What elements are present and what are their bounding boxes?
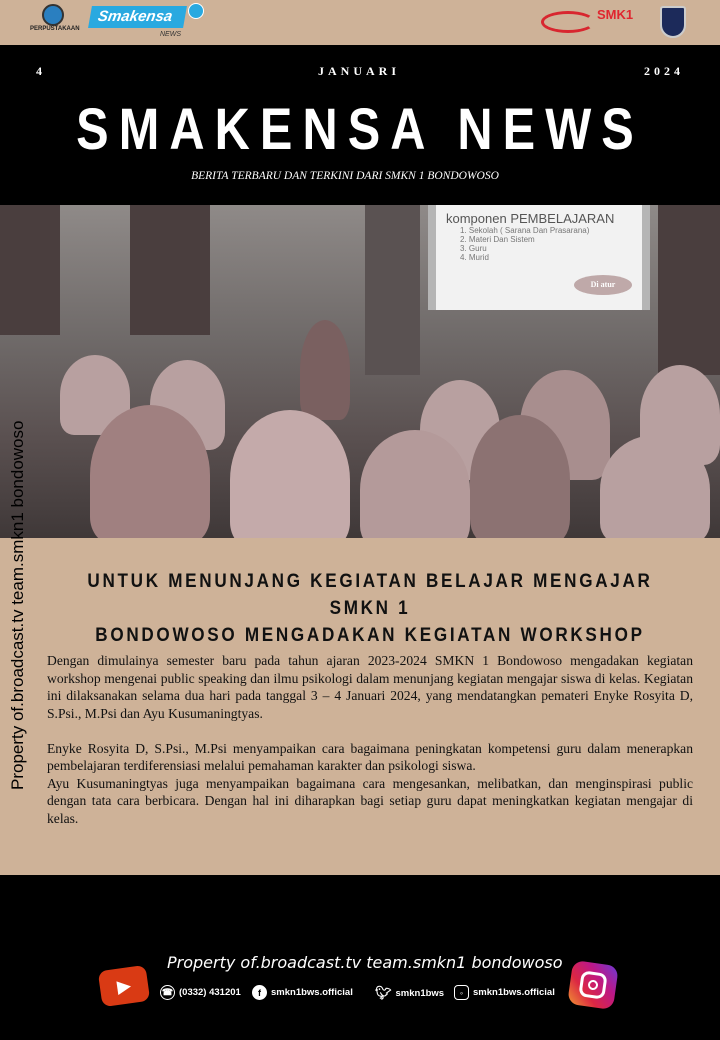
newsletter-title: SMAKENSA NEWS (76, 97, 644, 162)
microphone-globe-icon (188, 3, 204, 19)
audience (470, 415, 570, 538)
youtube-icon[interactable]: ▶ (98, 965, 151, 1007)
instagram-link[interactable] (454, 985, 555, 1000)
logo-text: Smakensa (96, 8, 174, 25)
phone-icon: ☎ (160, 985, 175, 1000)
screen-item: 1. Sekolah ( Sarana Dan Prasarana) (460, 226, 590, 235)
masthead (0, 45, 720, 205)
twitter-icon: 🐦︎ (375, 985, 392, 1000)
article-paragraph: Enyke Rosyita D, S.Psi., M.Psi menyampaikan cara bagaimana peningkatan kompetensi guru dalam menerapkan pembelajaran terdiferensiasi melalui pemahaman karakter dan psikologi siswa. (47, 740, 693, 773)
footer (0, 875, 720, 1040)
phone-contact (160, 985, 241, 1000)
date-year: 2024 (644, 64, 684, 78)
workshop-photo (0, 205, 720, 538)
instagram-icon[interactable] (567, 960, 619, 1010)
smakensa-news-logo (88, 6, 187, 28)
screen-button: Di atur (574, 275, 632, 295)
article-paragraph: Dengan dimulainya semester baru pada tahun ajaran 2023-2024 SMKN 1 Bondowoso mengadakan kegiatan workshop mengenai public speaking dan ilmu psikologi dalam menunjang kegiatan mengajar siswa di kelas. Kegiatan ini dilaksanakan selama dua hari pada tanggal 3 – 4 Januari 2024, yang mendatangkan pemateri Enyke Rosyita D, S.Psi., M.Psi dan Ayu Kusumaningtyas. (47, 653, 693, 721)
screen-item: 4. Murid (460, 253, 489, 262)
logo-news-text: NEWS (160, 31, 181, 38)
facebook-handle: smkn1bws.official (271, 987, 353, 998)
phone-number: (0332) 431201 (179, 987, 241, 998)
facebook-link[interactable] (252, 985, 353, 1000)
twitter-link[interactable] (375, 985, 444, 1001)
screen-title: komponen PEMBELAJARAN (446, 211, 615, 226)
smk-text: SMK1 (597, 7, 634, 22)
curtain (130, 205, 210, 335)
facebook-icon: f (252, 985, 267, 1000)
projector-screen (428, 205, 650, 310)
curtain (0, 205, 60, 335)
curtain (658, 205, 720, 375)
article-paragraph: Ayu Kusumaningtyas juga menyampaikan bagaimana cara mengesankan, melibatkan, dan menginspirasi public dengan tata cara berbicara. Dengan hal ini diharapkan bagi setiap guru dapat meningkatkan kegiatan mengajar di kelas. (47, 775, 693, 826)
screen-item: 3. Guru (460, 244, 487, 253)
smkn1-logo-text (597, 8, 633, 21)
top-logo-bar (0, 0, 720, 45)
curtain (365, 205, 420, 375)
article (0, 538, 720, 875)
audience (360, 430, 470, 538)
instagram-handle: smkn1bws.official (473, 987, 555, 998)
headline-line: UNTUK MENUNJANG KEGIATAN BELAJAR MENGAJAR SMKN 1 (87, 571, 653, 619)
date-day: 4 (36, 64, 46, 78)
date-month: JANUARI (318, 64, 400, 78)
newsletter-subtitle: BERITA TERBARU DAN TERKINI DARI SMKN 1 BONDOWOSO (191, 170, 499, 182)
perpustakaan-text: PERPUSTAKAAN (30, 26, 80, 32)
vertical-property-text: Property of.broadcast.tv team.smkn1 bondowoso (8, 420, 27, 790)
footer-property-text: Property of.broadcast.tv team.smkn1 bondowoso (167, 953, 563, 972)
perpustakaan-logo (30, 4, 80, 42)
twitter-handle: smkn1bws (395, 987, 445, 999)
instagram-small-icon: ◦ (454, 985, 469, 1000)
audience (230, 410, 350, 538)
article-body (47, 652, 693, 827)
presenter (300, 320, 350, 420)
audience (600, 435, 710, 538)
smkn1-emblem (541, 11, 595, 33)
article-headline (73, 568, 667, 649)
screen-item: 2. Materi Dan Sistem (460, 235, 535, 244)
headline-line: BONDOWOSO MENGADAKAN KEGIATAN WORKSHOP (95, 625, 645, 646)
audience (90, 405, 210, 538)
shield-logo (660, 6, 686, 38)
